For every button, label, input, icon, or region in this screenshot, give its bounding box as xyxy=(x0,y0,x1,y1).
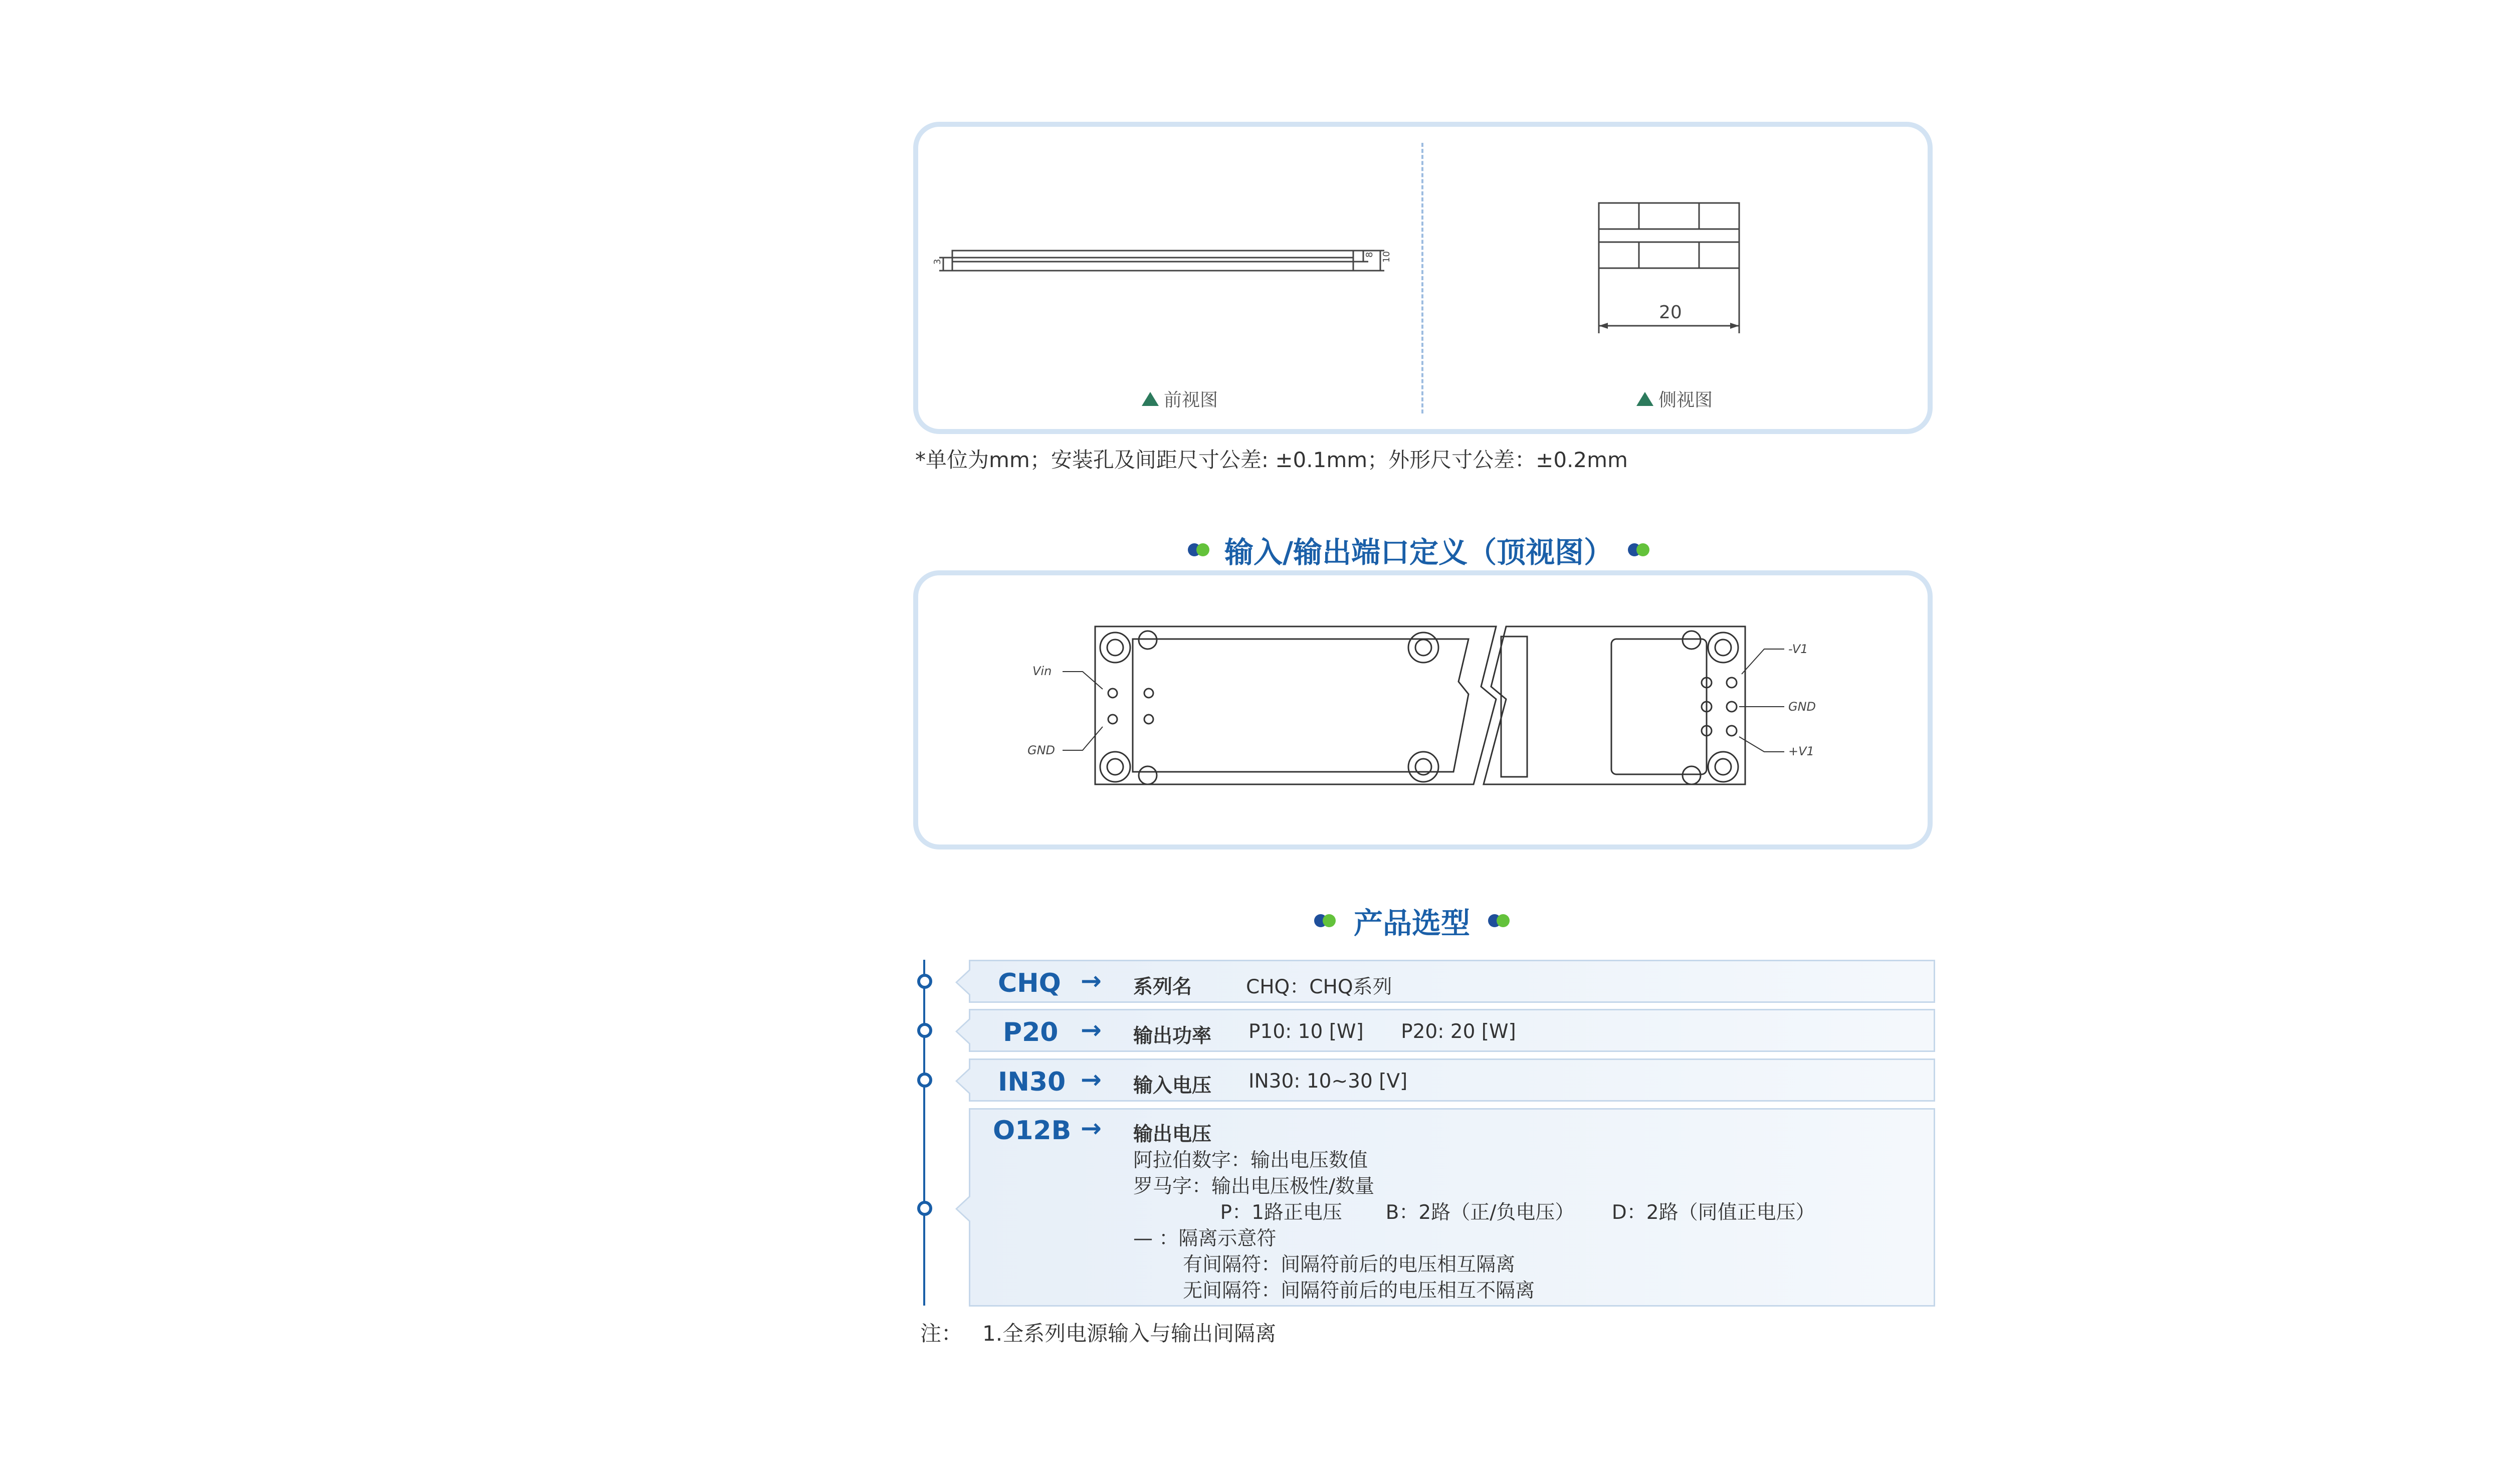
selection-row-series xyxy=(969,960,1935,1003)
selection-footnote: 注： 1.全系列电源输入与输出间隔离 xyxy=(920,1321,1277,1346)
arrow-right-icon: → xyxy=(1081,1065,1102,1094)
front-dim-right-b: 10 xyxy=(1381,251,1392,263)
timeline-node xyxy=(917,1201,932,1216)
row-detail-line: 罗马字：输出电压极性/数量 xyxy=(1133,1175,1375,1198)
front-view-caption: 前视图 xyxy=(1164,390,1218,410)
selection-timeline xyxy=(923,960,925,1306)
side-view-drawing xyxy=(1584,198,1744,343)
pin-label-plus-v1: +V1 xyxy=(1788,744,1814,758)
pin-label-gnd-left: GND xyxy=(1027,743,1056,757)
selection-row-power xyxy=(969,1009,1935,1052)
triangle-icon xyxy=(1636,392,1653,406)
row-code: CHQ xyxy=(998,968,1061,998)
row-label: 输出电压 xyxy=(1133,1123,1212,1146)
row-detail-line: P：1路正电压 B：2路（正/负电压） D：2路（同值正电压） xyxy=(1133,1201,1815,1224)
row-detail-line: — ：隔离示意符 xyxy=(1133,1227,1277,1250)
row-value: P10: 10 [W] P20: 20 [W] xyxy=(1248,1020,1516,1043)
front-view-caption-wrap xyxy=(1142,386,1218,411)
panel-divider xyxy=(1421,143,1423,413)
row-code: P20 xyxy=(1003,1017,1059,1047)
side-dim-width: 20 xyxy=(1659,302,1682,323)
pin-label-minus-v1: -V1 xyxy=(1788,642,1808,656)
port-section-title: 输入/输出端口定义（顶视图） xyxy=(1224,535,1613,569)
port-section-heading xyxy=(1188,529,1649,571)
pinout-drawing xyxy=(1002,619,1844,799)
row-label: 系列名 xyxy=(1133,976,1192,998)
row-detail-line: 无间隔符：间隔符前后的电压相互不隔离 xyxy=(1133,1280,1535,1302)
timeline-node xyxy=(917,1073,932,1088)
selection-title: 产品选型 xyxy=(1354,906,1471,940)
row-detail-line: 阿拉伯数字：输出电压数值 xyxy=(1133,1149,1368,1172)
row-code: IN30 xyxy=(998,1067,1066,1097)
selection-heading xyxy=(1314,900,1510,942)
pin-label-vin: Vin xyxy=(1032,664,1052,678)
side-view-caption: 侧视图 xyxy=(1658,390,1713,410)
pin-label-gnd-right: GND xyxy=(1788,700,1816,714)
bullet-dots-icon xyxy=(1488,914,1510,927)
timeline-node xyxy=(917,1023,932,1038)
bullet-dots-icon xyxy=(1188,543,1209,556)
row-label: 输入电压 xyxy=(1133,1075,1212,1097)
row-detail-line: 有间隔符：间隔符前后的电压相互隔离 xyxy=(1133,1253,1516,1276)
front-dim-left: 3 xyxy=(932,259,943,265)
triangle-icon xyxy=(1142,392,1159,406)
row-label: 输出功率 xyxy=(1133,1025,1212,1047)
selection-row-input-voltage xyxy=(969,1058,1935,1102)
bullet-dots-icon xyxy=(1628,543,1649,556)
front-dim-right-a: 8 xyxy=(1364,252,1375,258)
bullet-dots-icon xyxy=(1314,914,1336,927)
timeline-node xyxy=(917,974,932,989)
row-value: CHQ：CHQ系列 xyxy=(1246,976,1392,998)
row-code: O12B xyxy=(993,1116,1072,1146)
unit-tolerance-note: *单位为mm；安装孔及间距尺寸公差: ±0.1mm；外形尺寸公差：±0.2mm xyxy=(915,448,1628,472)
arrow-right-icon: → xyxy=(1081,966,1102,995)
side-view-caption-wrap xyxy=(1636,386,1713,411)
arrow-right-icon: → xyxy=(1081,1114,1102,1143)
selection-row-output-voltage xyxy=(969,1108,1935,1307)
arrow-right-icon: → xyxy=(1081,1015,1102,1044)
front-view-drawing xyxy=(922,221,1403,341)
row-value: IN30: 10~30 [V] xyxy=(1248,1070,1408,1093)
